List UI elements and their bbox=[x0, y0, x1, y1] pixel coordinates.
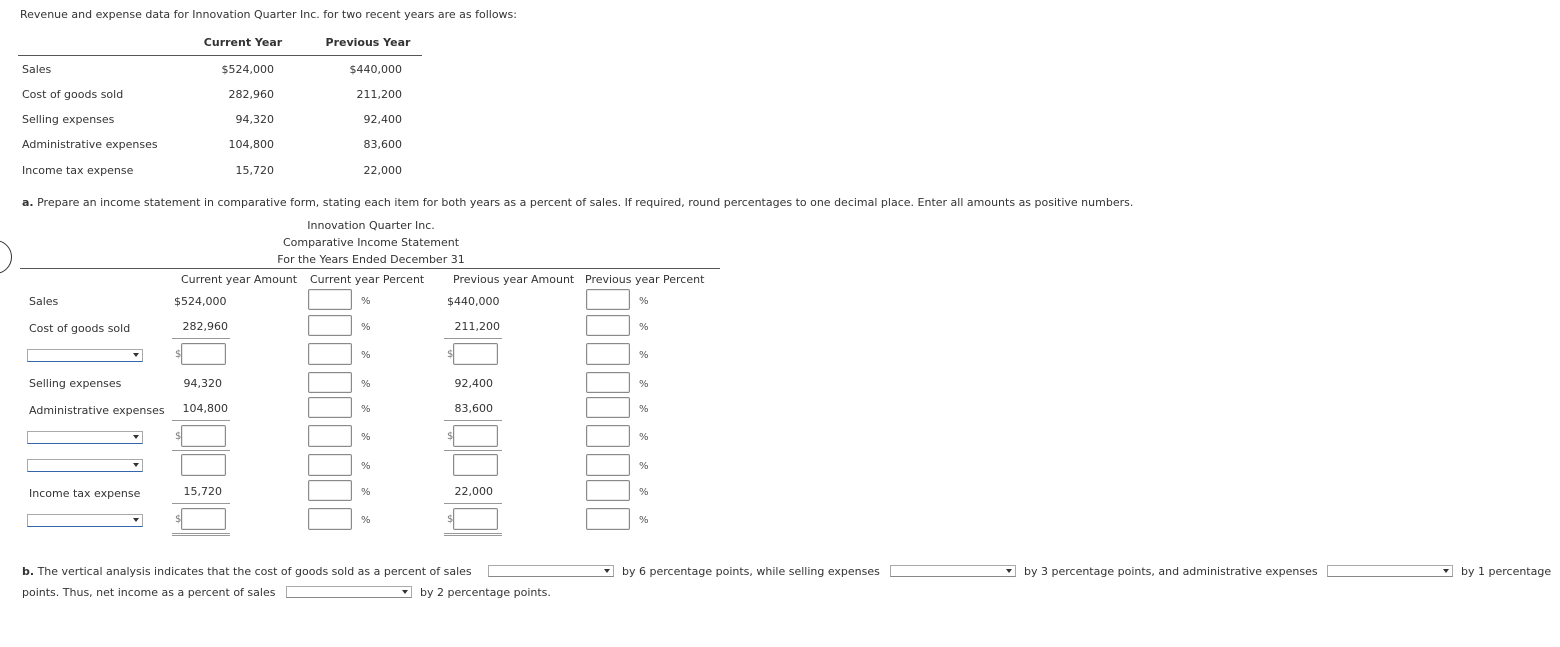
row-label: Cost of goods sold bbox=[29, 322, 131, 335]
double-underline bbox=[444, 535, 502, 536]
row-previous: $440,000 bbox=[349, 63, 402, 76]
percent-sign: % bbox=[639, 350, 649, 361]
col-header-current: Current Year bbox=[203, 36, 283, 49]
cogs-direction-select[interactable] bbox=[488, 565, 614, 577]
part-b-text-3: by 3 percentage points, and administrative expenses bbox=[1024, 565, 1318, 578]
underline bbox=[172, 503, 230, 504]
row-current: $524,000 bbox=[221, 63, 274, 76]
admin-direction-select[interactable] bbox=[1327, 565, 1453, 577]
part-a-text: Prepare an income statement in comparative form, stating each item for both years as a percent of sales. If required, round percentages to one decimal place. Enter all amounts as positive numbers. bbox=[37, 196, 1134, 209]
statement-header-rule bbox=[20, 268, 720, 269]
cur-percent-input[interactable] bbox=[308, 372, 352, 393]
prev-amount: 22,000 bbox=[454, 485, 493, 498]
row-previous: 92,400 bbox=[363, 113, 402, 126]
prev-percent-input[interactable] bbox=[586, 454, 630, 476]
row-previous: 22,000 bbox=[363, 164, 402, 177]
net-income-direction-select[interactable] bbox=[286, 586, 412, 598]
row-label-select[interactable] bbox=[27, 514, 143, 527]
underline bbox=[444, 503, 502, 504]
percent-sign: % bbox=[361, 296, 371, 307]
row-label: Income tax expense bbox=[29, 487, 141, 500]
percent-sign: % bbox=[639, 432, 649, 443]
row-label-select[interactable] bbox=[27, 459, 143, 472]
dollar-sign: $ bbox=[447, 431, 454, 442]
chevron-down-icon bbox=[133, 353, 139, 357]
selling-direction-select[interactable] bbox=[890, 565, 1016, 577]
percent-sign: % bbox=[639, 487, 649, 498]
percent-sign: % bbox=[361, 322, 371, 333]
cur-amount: 282,960 bbox=[182, 320, 228, 333]
cur-amount: 104,800 bbox=[182, 402, 228, 415]
part-a-letter: a. bbox=[22, 196, 34, 209]
cur-percent-input[interactable] bbox=[308, 454, 352, 476]
percent-sign: % bbox=[639, 379, 649, 390]
percent-sign: % bbox=[361, 404, 371, 415]
prev-amount-input[interactable] bbox=[453, 425, 498, 447]
statement-title: Comparative Income Statement bbox=[282, 236, 460, 249]
part-b-text-6: by 2 percentage points. bbox=[420, 586, 551, 599]
prev-amount: 92,400 bbox=[454, 377, 493, 390]
cur-percent-input[interactable] bbox=[308, 508, 352, 530]
underline bbox=[172, 338, 230, 339]
col-header-previous: Previous Year bbox=[325, 36, 411, 49]
intro-text: Revenue and expense data for Innovation Quarter Inc. for two recent years are as follows: bbox=[20, 8, 517, 21]
row-label: Administrative expenses bbox=[22, 138, 158, 151]
chevron-down-icon bbox=[604, 569, 610, 573]
row-label: Administrative expenses bbox=[29, 404, 165, 417]
double-underline bbox=[172, 533, 230, 534]
row-current: 282,960 bbox=[228, 88, 274, 101]
page-marker-circle bbox=[0, 240, 12, 274]
row-label: Sales bbox=[29, 295, 59, 308]
prev-percent-input[interactable] bbox=[586, 508, 630, 530]
part-b-letter: b. bbox=[22, 565, 35, 578]
cur-percent-input[interactable] bbox=[308, 315, 352, 336]
prev-amount: $440,000 bbox=[447, 295, 500, 308]
underline bbox=[444, 420, 502, 421]
cur-amount-input[interactable] bbox=[181, 454, 226, 476]
statement-period: For the Years Ended December 31 bbox=[277, 253, 465, 266]
part-b-text-5: points. Thus, net income as a percent of sales bbox=[22, 586, 276, 599]
underline bbox=[444, 338, 502, 339]
dollar-sign: $ bbox=[447, 514, 454, 525]
double-underline bbox=[444, 533, 502, 534]
cur-percent-input[interactable] bbox=[308, 480, 352, 501]
part-b-line-1 bbox=[22, 565, 472, 578]
row-previous: 211,200 bbox=[356, 88, 402, 101]
chevron-down-icon bbox=[133, 463, 139, 467]
percent-sign: % bbox=[639, 515, 649, 526]
col-prev-percent-header: Previous year Percent bbox=[585, 273, 705, 286]
row-current: 94,320 bbox=[235, 113, 274, 126]
cur-amount: 94,320 bbox=[183, 377, 222, 390]
cur-amount-input[interactable] bbox=[181, 508, 226, 530]
chevron-down-icon bbox=[1443, 569, 1449, 573]
dollar-sign: $ bbox=[447, 349, 454, 360]
row-label-select[interactable] bbox=[27, 349, 143, 362]
cur-percent-input[interactable] bbox=[308, 343, 352, 365]
row-current: 15,720 bbox=[235, 164, 274, 177]
dollar-sign: $ bbox=[175, 431, 182, 442]
dollar-sign: $ bbox=[175, 349, 182, 360]
row-previous: 83,600 bbox=[363, 138, 402, 151]
prev-percent-input[interactable] bbox=[586, 343, 630, 365]
col-cur-percent-header: Current year Percent bbox=[310, 273, 425, 286]
row-label-select[interactable] bbox=[27, 431, 143, 444]
prev-percent-input[interactable] bbox=[586, 289, 630, 310]
row-label: Cost of goods sold bbox=[22, 88, 124, 101]
dollar-sign: $ bbox=[175, 514, 182, 525]
row-label: Selling expenses bbox=[22, 113, 115, 126]
row-label: Selling expenses bbox=[29, 377, 122, 390]
chevron-down-icon bbox=[1006, 569, 1012, 573]
double-underline bbox=[172, 535, 230, 536]
cur-percent-input[interactable] bbox=[308, 425, 352, 447]
underline bbox=[172, 450, 230, 451]
part-a-instructions bbox=[22, 196, 1133, 209]
chevron-down-icon bbox=[402, 590, 408, 594]
cur-percent-input[interactable] bbox=[308, 289, 352, 310]
col-prev-amount-header: Previous year Amount bbox=[453, 273, 575, 286]
part-b-text-4: by 1 percentage bbox=[1461, 565, 1552, 578]
prev-percent-input[interactable] bbox=[586, 425, 630, 447]
cur-percent-input[interactable] bbox=[308, 397, 352, 418]
prev-percent-input[interactable] bbox=[586, 315, 630, 336]
row-current: 104,800 bbox=[228, 138, 274, 151]
percent-sign: % bbox=[639, 322, 649, 333]
prev-amount-input[interactable] bbox=[453, 454, 498, 476]
percent-sign: % bbox=[361, 461, 371, 472]
cur-amount: $524,000 bbox=[174, 295, 227, 308]
chevron-down-icon bbox=[133, 435, 139, 439]
table-header-rule bbox=[18, 55, 422, 56]
percent-sign: % bbox=[639, 296, 649, 307]
underline bbox=[444, 450, 502, 451]
cur-amount: 15,720 bbox=[183, 485, 222, 498]
percent-sign: % bbox=[639, 404, 649, 415]
chevron-down-icon bbox=[133, 518, 139, 522]
percent-sign: % bbox=[361, 350, 371, 361]
prev-percent-input[interactable] bbox=[586, 372, 630, 393]
prev-amount-input[interactable] bbox=[453, 508, 498, 530]
row-label: Sales bbox=[22, 63, 52, 76]
row-label: Income tax expense bbox=[22, 164, 134, 177]
col-cur-amount-header: Current year Amount bbox=[181, 273, 298, 286]
cur-amount-input[interactable] bbox=[181, 425, 226, 447]
prev-percent-input[interactable] bbox=[586, 480, 630, 501]
percent-sign: % bbox=[361, 515, 371, 526]
part-b-text-1: The vertical analysis indicates that the cost of goods sold as a percent of sales bbox=[37, 565, 472, 578]
cur-amount-input[interactable] bbox=[181, 343, 226, 365]
prev-amount: 83,600 bbox=[454, 402, 493, 415]
percent-sign: % bbox=[361, 487, 371, 498]
percent-sign: % bbox=[361, 379, 371, 390]
percent-sign: % bbox=[639, 461, 649, 472]
percent-sign: % bbox=[361, 432, 371, 443]
prev-amount-input[interactable] bbox=[453, 343, 498, 365]
statement-company: Innovation Quarter Inc. bbox=[307, 219, 435, 232]
prev-amount: 211,200 bbox=[454, 320, 500, 333]
part-b-text-2: by 6 percentage points, while selling expenses bbox=[622, 565, 880, 578]
prev-percent-input[interactable] bbox=[586, 397, 630, 418]
underline bbox=[172, 420, 230, 421]
